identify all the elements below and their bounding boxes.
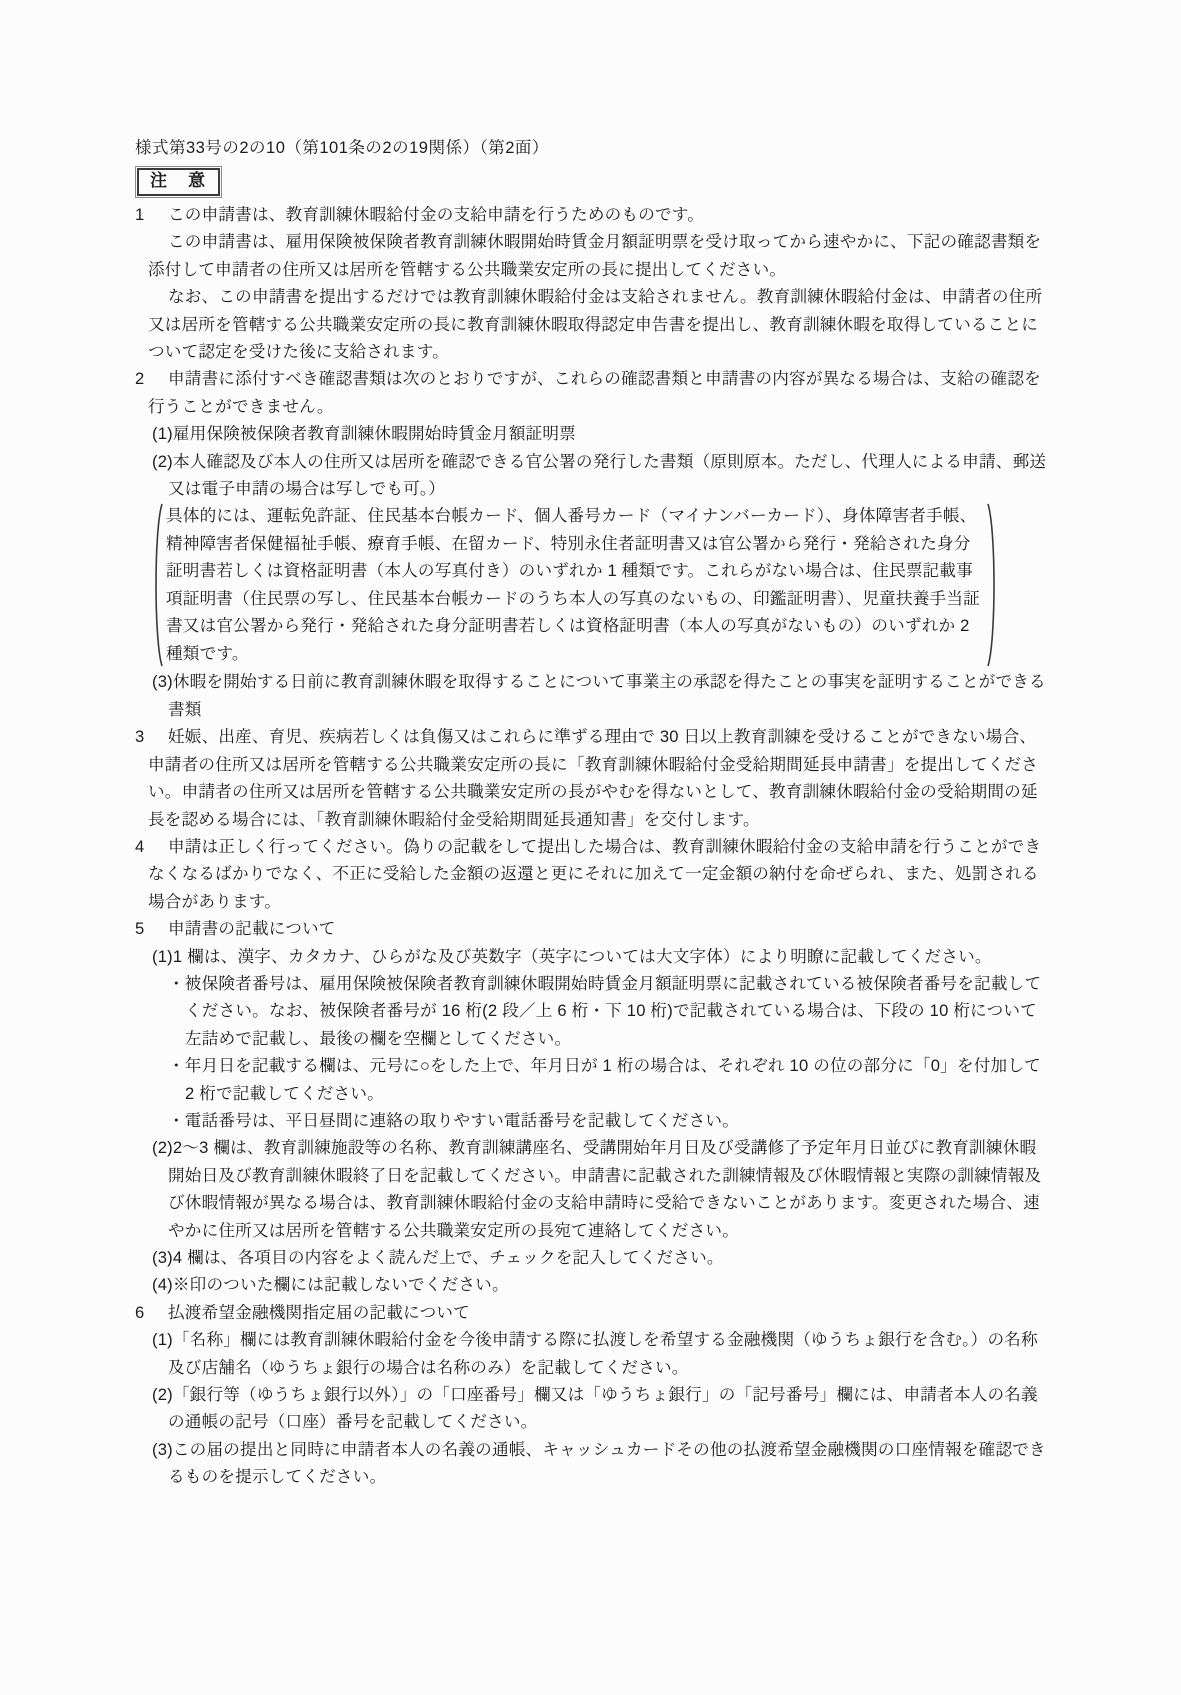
notice-subitem: (2)「銀行等（ゆうちょ銀行以外）」の「口座番号」欄又は「ゆうちょ銀行」の「記号番号」欄には、申請者本人の名義の通帳の記号（口座）番号を記載してください。 (152, 1385, 1038, 1432)
notice-title-box (137, 168, 220, 196)
item-text: 申請は正しく行ってください。偽りの記載をして提出した場合は、教育訓練休暇給付金の支給申請を行うことができなくなるばかりでなく、不正に受給した金額の返還と更にそれに加えて一定金額の納付を命ぜられ、また、処罰される場合があります。 (148, 836, 1042, 911)
identity-documents-note (150, 502, 1003, 668)
notice-subitem: (3)この届の提出と同時に申請者本人の名義の通帳、キャッシュカードその他の払渡希望金融機関の口座情報を確認できるものを提示してください。 (152, 1439, 1046, 1487)
notice-item-1 (135, 201, 1051, 228)
notice-subitem: (1)「名称」欄には教育訓練休暇給付金を今後申請する際に払渡しを希望する金融機関（ゆうちょ銀行を含む。）の名称及び店舗名（ゆうちょ銀行の場合は名称のみ）を記載してください。 (152, 1330, 1038, 1377)
notice-subitem: (1)1 欄は、漢字、カタカナ、ひらがな及び英数字（英字については大文字体）により明瞭に記載してください。 (152, 946, 992, 966)
notice-subitem: (3)4 欄は、各項目の内容をよく読んだ上で、チェックを記入してください。 (152, 1248, 724, 1267)
item-text: 妊娠、出産、育児、疾病若しくは負傷又はこれらに準ずる理由で 30 日以上教育訓練を受けることができない場合、申請者の住所又は居所を管轄する公共職業安定所の長に「教育訓練休暇給付金受給期間延長申請書」を提出してください。申請者の住所又は居所を管轄する公共職業安定所の長がやむを得ないとして、教育訓練休暇給付金の受給期間の延長を認める場合には、「教育訓練休暇給付金受給期間延長通知書」を交付します。 (148, 727, 1039, 829)
notice-subitem: (2)2～3 欄は、教育訓練施設等の名称、教育訓練講座名、受講開始年月日及び受講修了予定年月日並びに教育訓練休暇開始日及び教育訓練休暇終了日を記載してください。申請書に記載された訓練情報及び休暇情報と実際の訓練情報及び休暇情報が異なる場合は、教育訓練休暇給付金の支給申請時に受給できないことがあります。変更された場合、速やかに住所又は居所を管轄する公共職業安定所の長宛て連絡してください。 (152, 1138, 1042, 1240)
notice-item-4 (135, 833, 1051, 915)
bracket-right-icon (986, 502, 1000, 668)
item-text: 申請書に添付すべき確認書類は次のとおりですが、これらの確認書類と申請書の内容が異なる場合は、支給の確認を行うことができません。 (148, 369, 1041, 416)
item-number: 2 (135, 369, 145, 389)
notice-item-2 (135, 365, 1051, 420)
notice-bullet: ・年月日を記載する欄は、元号に○をした上で、年月日が 1 桁の場合は、それぞれ 10 の位の部分に「0」を付加して 2 桁で記載してください。 (168, 1056, 1041, 1103)
notice-subitem: (3)休暇を開始する日前に教育訓練休暇を取得することについて事業主の承認を得たことの事実を証明することができる書類 (152, 672, 1046, 719)
notice-subitem: (1)雇用保険被保険者教育訓練休暇開始時賃金月額証明票 (152, 424, 576, 444)
item-number: 5 (135, 919, 145, 939)
item-text: 申請書の記載について (168, 919, 336, 939)
item-number: 3 (135, 727, 145, 747)
notice-paragraph: この申請書は、雇用保険被保険者教育訓練休暇開始時賃金月額証明票を受け取ってから速やかに、下記の確認書類を添付して申請者の住所又は居所を管轄する公共職業安定所の長に提出してください。 (148, 232, 1042, 279)
item-number: 6 (135, 1302, 145, 1322)
item-text: この申請書は、教育訓練休暇給付金の支給申請を行うためのものです。 (168, 205, 705, 224)
notice-item-5 (135, 915, 1051, 942)
notice-bullet: ・電話番号は、平日昼間に連絡の取りやすい電話番号を記載してください。 (168, 1110, 739, 1130)
notice-subitem: (2)本人確認及び本人の住所又は居所を確認できる官公署の発行した書類（原則原本。ただし、代理人による申請、郵送又は電子申請の場合は写しでも可。） (152, 451, 1047, 499)
notice-paragraph: なお、この申請書を提出するだけでは教育訓練休暇給付金は支給されません。教育訓練休暇給付金は、申請者の住所又は居所を管轄する公共職業安定所の長に教育訓練休暇取得認定申告書を提出し、教育訓練休暇を取得していることについて認定を受けた後に支給されます。 (148, 287, 1043, 362)
notice-title: 注 意 (150, 171, 207, 190)
item-number: 4 (135, 836, 145, 856)
bracket-left-icon (150, 502, 164, 668)
notice-body (135, 201, 1051, 1491)
item-text: 払渡希望金融機関指定届の記載について (168, 1302, 470, 1322)
form-code: 様式第33号の2の10（第101条の2の19関係）（第2面） (135, 139, 549, 157)
identity-documents-text: 具体的には、運転免許証、住民基本台帳カード、個人番号カード（マイナンバーカード）、身体障害者手帳、精神障害者保健福祉手帳、療育手帳、在留カード、特別永住者証明書又は官公署から発行・発給された身分証明書若しくは資格証明書（本人の写真付き）のいずれか 1 種類です。これらがない場合は、住民票記載事項証明書（住民票の写し、住民基本台帳カードのうち本人の写真のないもの、印鑑証明書）、児童扶養手当証書又は官公署から発行・発給された身分証明書若しくは資格証明書（本人の写真がないもの）のいずれか 2 種類です。 (166, 506, 980, 663)
notice-subitem: (4)※印のついた欄には記載しないでください。 (152, 1275, 509, 1295)
notice-item-6 (135, 1299, 1051, 1326)
notice-bullet: ・被保険者番号は、雇用保険被保険者教育訓練休暇開始時賃金月額証明票に記載されている被保険者番号を記載してください。なお、被保険者番号が 16 桁(2 段／上 6 桁・下 10 桁)で記載されている場合は、下段の 10 桁について左詰めで記載し、最後の欄を空欄としてください。 (168, 973, 1042, 1048)
item-number: 1 (135, 205, 145, 224)
notice-item-3 (135, 723, 1051, 833)
